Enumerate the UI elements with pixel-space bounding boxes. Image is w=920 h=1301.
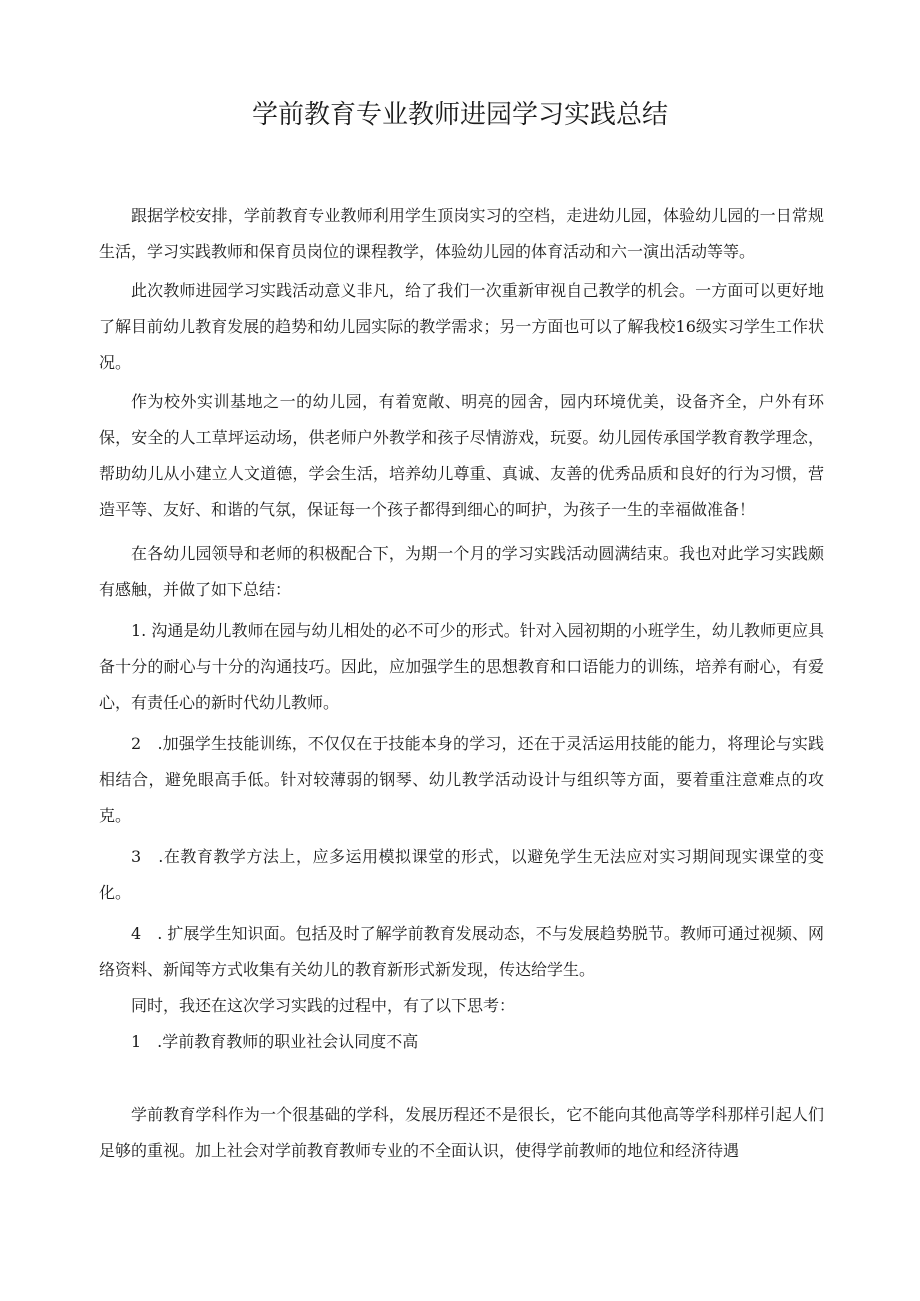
document-title: 学前教育专业教师进园学习实践总结 (251, 100, 668, 130)
paragraph-kindergarten: 作为校外实训基地之一的幼儿园，有着宽敞、明亮的园舍，园内环境优美，设备齐全，户外有环保，安全的人工草坪运动场，供老师户外教学和孩子尽情游戏，玩耍。幼儿园传承国学教育教学理念，帮助幼儿从小建立人文道德，学会生活，培养幼儿尊重、真诚、友善的优秀品质和良好的行为习惯，营造平等、友好、和谐的气氛，保证每一个孩子都得到细心的呵护，为孩子一生的幸福做准备！ (99, 392, 824, 519)
document-body (99, 198, 824, 1169)
paragraph-summary-intro: 在各幼儿园领导和老师的积极配合下，为期一个月的学习实践活动圆满结束。我也对此学习实践颇有感触，并做了如下总结： (99, 544, 824, 599)
paragraph-reflection-heading: 1 .学前教育教师的职业社会认同度不高 (131, 1032, 419, 1051)
paragraph-point-2: 2 .加强学生技能训练，不仅仅在于技能本身的学习，还在于灵活运用技能的能力，将理论与实践相结合，避免眼高手低。针对较薄弱的钢琴、幼儿教学活动设计与组织等方面，要着重注意难点的攻克。 (99, 734, 824, 825)
paragraph-point-3: 3 .在教育教学方法上，应多运用模拟课堂的形式，以避免学生无法应对实习期间现实课堂的变化。 (99, 847, 824, 902)
paragraph-reflection-intro: 同时，我还在这次学习实践的过程中，有了以下思考： (131, 996, 516, 1015)
paragraph-reflection-body: 学前教育学科作为一个很基础的学科，发展历程还不是很长，它不能向其他高等学科那样引起人们足够的重视。加上社会对学前教育教师专业的不全面认识，使得学前教师的地位和经济待遇 (99, 1105, 824, 1160)
paragraph-point-4: 4 . 扩展学生知识面。包括及时了解学前教育发展动态，不与发展趋势脱节。教师可通过视频、网络资料、新闻等方式收集有关幼儿的教育新形式新发现，传达给学生。 (99, 924, 824, 979)
paragraph-intro: 跟据学校安排，学前教育专业教师利用学生顶岗实习的空档，走进幼儿园，体验幼儿园的一日常规生活，学习实践教师和保育员岗位的课程教学，体验幼儿园的体育活动和六一演出活动等等。 (99, 206, 824, 261)
paragraph-point-1: 1. 沟通是幼儿教师在园与幼儿相处的必不可少的形式。针对入园初期的小班学生，幼儿教师更应具备十分的耐心与十分的沟通技巧。因此，应加强学生的思想教育和口语能力的训练，培养有耐心，有爱心，有责任心的新时代幼儿教师。 (99, 621, 824, 712)
paragraph-significance: 此次教师进园学习实践活动意义非凡，给了我们一次重新审视自己教学的机会。一方面可以更好地了解目前幼儿教育发展的趋势和幼儿园实际的教学需求；另一方面也可以了解我校16级实习学生工作状况。 (99, 281, 824, 372)
